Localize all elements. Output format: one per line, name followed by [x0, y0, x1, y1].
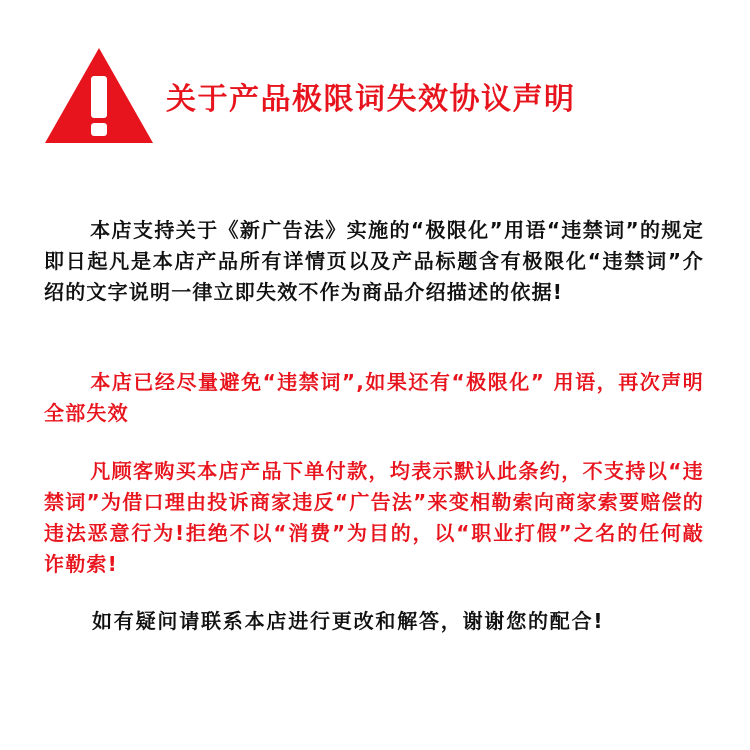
paragraph-3 [44, 456, 704, 580]
paragraph-2-text: 本店已经尽量避免“违禁词”,如果还有“极限化” 用语，再次声明全部失效 [44, 370, 704, 425]
paragraph-1-text: 本店支持关于《新广告法》实施的“极限化”用语“违禁词”的规定即日起凡是本店产品所有详情页以及产品标题含有极限化“违禁词”介绍的文字说明一律立即失效不作为商品介绍描述的依据! [44, 218, 704, 304]
warning-triangle-icon [44, 46, 154, 144]
paragraph-2 [44, 367, 704, 429]
header [44, 46, 724, 146]
paragraph-1 [44, 215, 704, 308]
paragraph-4: 如有疑问请联系本店进行更改和解答，谢谢您的配合! [92, 609, 605, 633]
page-title: 关于产品极限词失效协议声明 [166, 82, 576, 117]
paragraph-3-text: 凡顾客购买本店产品下单付款，均表示默认此条约，不支持以“违禁词”为借口理由投诉商家违反“广告法”来变相勒索向商家索要赔偿的违法恶意行为!拒绝不以“消费”为目的，以“职业打假”之名的任何敲诈勒索! [44, 459, 704, 576]
